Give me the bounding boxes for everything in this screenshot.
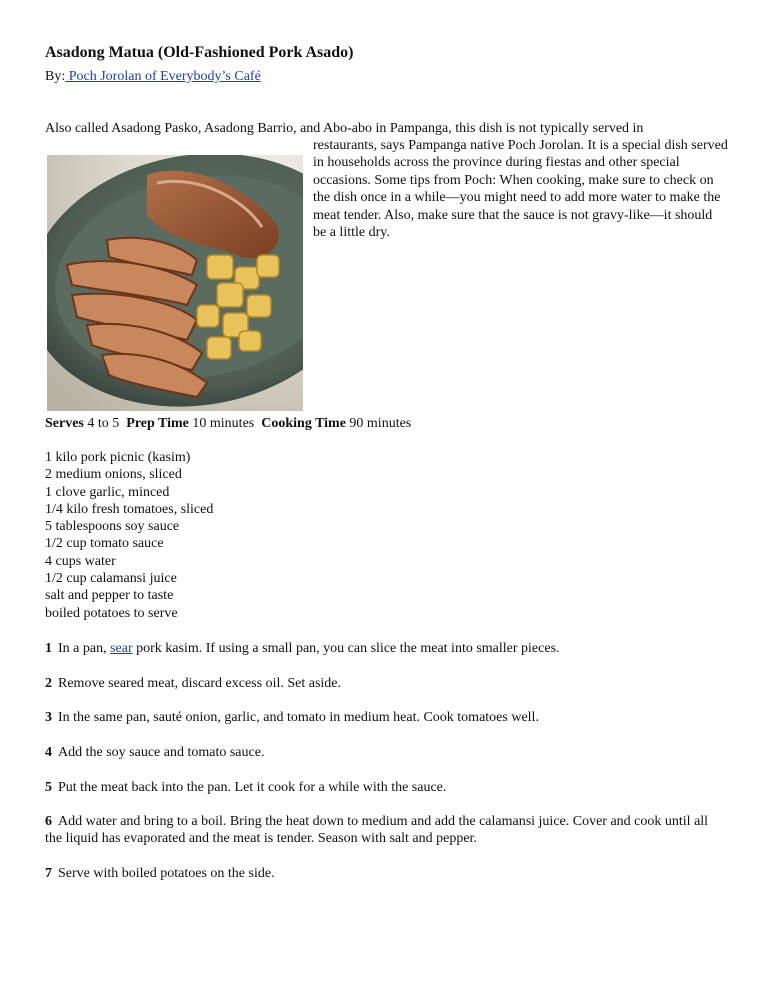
serves-value: 4 to 5 [87,416,120,431]
step-text: In the same pan, sauté onion, garlic, and tomato in medium heat. Cook tomatoes well. [58,710,539,725]
author-link[interactable]: Poch Jorolan of Everybody’s Café [65,69,261,84]
step-text: pork kasim. If using a small pan, you can slice the meat into smaller pieces. [132,641,560,656]
byline [45,69,261,85]
ingredient-list [45,449,213,622]
ingredient-item: 1 clove garlic, minced [45,484,170,500]
step-number: 7 [45,866,52,881]
ingredient-item: salt and pepper to taste [45,588,174,604]
ingredient-item: boiled potatoes to serve [45,605,178,621]
step-number: 1 [45,641,52,656]
step-6 [45,813,725,848]
intro-first-line: Also called Asadong Pasko, Asadong Barrio, and Abo-abo in Pampanga, this dish is not typically served in [45,121,644,136]
step-2 [45,675,725,692]
step-number: 2 [45,676,52,691]
step-4 [45,744,725,761]
step-text: Add water and bring to a boil. Bring the heat down to medium and add the calamansi juice. Cover and cook until all the liquid has evaporated and the meat is tender. Season with salt and pepper. [45,814,709,847]
ingredient-item: 1/2 cup tomato sauce [45,536,164,552]
ingredient-item: 5 tablespoons soy sauce [45,519,180,535]
by-label: By: [45,69,66,84]
ingredient-item: 1 kilo pork picnic (kasim) [45,450,191,465]
recipe-title: Asadong Matua (Old-Fashioned Pork Asado) [45,44,354,61]
step-3 [45,709,725,726]
step-text: Add the soy sauce and tomato sauce. [58,745,265,760]
step-number: 4 [45,745,52,760]
step-number: 5 [45,780,52,795]
step-5 [45,779,725,796]
step-text: Serve with boiled potatoes on the side. [58,866,275,881]
ingredient-item: 2 medium onions, sliced [45,467,182,483]
ingredient-item: 4 cups water [45,553,116,569]
ingredient-item: 1/4 kilo fresh tomatoes, sliced [45,501,214,517]
dish-photo [47,155,303,411]
step-number: 3 [45,710,52,725]
step-number: 6 [45,814,52,829]
step-text: Put the meat back into the pan. Let it cook for a while with the sauce. [58,780,447,795]
recipe-meta [45,415,411,432]
prep-time-value: 10 minutes [192,416,255,431]
ingredient-item: 1/2 cup calamansi juice [45,571,177,587]
cooking-time-value: 90 minutes [349,416,412,431]
sear-link[interactable]: sear [110,641,133,656]
step-7 [45,865,725,882]
step-1 [45,640,725,657]
serves-label: Serves [45,416,84,431]
cooking-time-label: Cooking Time [261,416,346,431]
step-text: Remove seared meat, discard excess oil. Set aside. [58,676,342,691]
intro-paragraph: restaurants, says Pampanga native Poch Jorolan. It is a special dish served in households across the province during fiestas and other special occasions. Some tips from Poch: When cooking, make sure to check on the dish once in a while—you might need to add more water to make the meat tender. Also, make sure that the sauce is not gravy-like—it should be a little dry. [313,138,728,241]
step-text: In a pan, [58,641,111,656]
prep-time-label: Prep Time [126,416,189,431]
